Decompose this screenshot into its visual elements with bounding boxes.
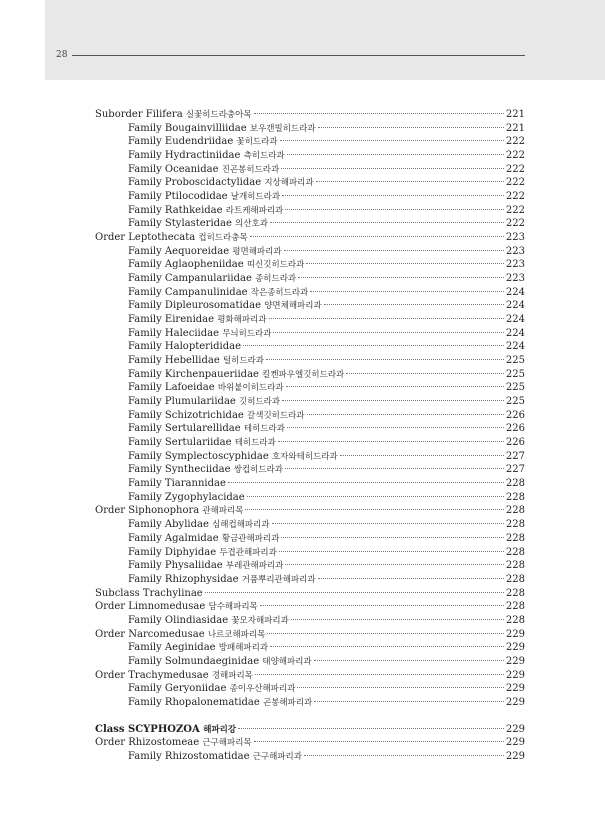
toc-entry-korean: 종이우산해파리과	[229, 684, 296, 695]
toc-entry-korean: 컵히드라충목	[198, 233, 248, 244]
toc-entry-page: 227	[505, 464, 525, 476]
toc-entry-title	[128, 381, 284, 396]
toc-entry-korean: 호자와테히드라과	[271, 451, 338, 462]
toc-entry-page: 223	[505, 273, 525, 285]
toc-entry-latin: Family Rhizostomatidae	[128, 750, 250, 762]
toc-entry-title	[128, 313, 267, 328]
toc-entry-korean: 테히드라과	[243, 424, 285, 435]
toc-entry-title	[95, 108, 252, 123]
toc-entry-korean: 부레관해파리과	[225, 561, 284, 572]
toc-entry-title	[128, 491, 245, 505]
toc-entry-title	[95, 231, 248, 246]
dot-leader	[287, 427, 504, 428]
toc-entry-korean: 나르코해파리목	[207, 629, 266, 640]
toc-entry-page: 221	[505, 122, 525, 134]
toc-entry-title	[128, 340, 241, 354]
toc-entry-title	[128, 217, 268, 232]
toc-entry-korean: 측히드라과	[243, 151, 285, 162]
dot-leader	[287, 154, 504, 155]
toc-entry-latin: Family Agalmidae	[128, 532, 219, 544]
dot-leader	[291, 619, 504, 620]
toc-entry-page: 228	[505, 546, 525, 558]
dot-leader	[316, 181, 504, 182]
dot-leader	[266, 359, 504, 360]
toc-entry-korean: 거품뿌리관해파리과	[241, 574, 316, 585]
toc-entry-title	[128, 696, 312, 711]
dot-leader	[314, 701, 504, 702]
toc-entry-latin: Family Solmundaeginidae	[128, 655, 260, 667]
toc-entry-title	[128, 190, 280, 205]
dot-leader	[269, 318, 504, 319]
toc-entry-page: 223	[505, 259, 525, 271]
toc-entry-page: 228	[505, 601, 525, 613]
toc-entry-korean: 실꽃히드라충아목	[185, 110, 252, 120]
toc-entry-title	[128, 272, 296, 287]
toc-entry-latin: Family Aeginidae	[128, 642, 216, 654]
dot-leader	[270, 646, 504, 647]
toc-entry	[95, 190, 525, 204]
toc-entry	[95, 463, 525, 477]
toc-entry-latin: Family Schizotrichidae	[128, 409, 244, 421]
toc-entry-page: 225	[505, 355, 525, 367]
dot-leader	[318, 578, 504, 579]
toc-entry-latin: Family Aequoreidae	[128, 245, 230, 257]
toc-entry-korean: 양면체해파리과	[264, 301, 322, 312]
toc-entry-page: 222	[505, 177, 525, 189]
dot-leader	[245, 509, 503, 510]
toc-entry-korean: 태양해파리과	[262, 656, 312, 667]
toc-entry	[95, 641, 525, 655]
toc-entry-korean: 털히드라과	[222, 356, 265, 367]
toc-entry-korean: 종히드라과	[255, 274, 297, 285]
toc-entry-title	[95, 504, 243, 519]
toc-entry-latin: Family Rathkeidae	[128, 204, 223, 216]
dot-leader	[346, 373, 504, 374]
toc-entry-page: 225	[505, 396, 525, 408]
toc-entry-latin: Family Stylasteridae	[128, 218, 232, 230]
toc-entry-korean: 무늬히드라과	[222, 328, 272, 339]
toc-entry-latin: Order Trachymedusae	[95, 669, 209, 681]
toc-entry-title	[128, 450, 338, 465]
toc-entry-korean: 담수해파리목	[208, 602, 258, 613]
toc-entry	[95, 327, 525, 341]
toc-entry	[95, 736, 525, 750]
toc-entry-latin: Subclass Trachylinae	[95, 587, 203, 599]
toc-entry-korean: 꽃모자해파리과	[231, 615, 289, 626]
toc-entry-title	[128, 409, 305, 424]
toc-entry-title	[128, 750, 302, 765]
dot-leader	[297, 687, 504, 688]
dot-leader	[238, 728, 504, 729]
toc-entry	[95, 600, 525, 614]
toc-entry-page: 223	[505, 245, 525, 257]
toc-entry-page: 222	[505, 191, 525, 203]
toc-entry	[95, 299, 525, 313]
toc-entry-page: 224	[505, 341, 525, 353]
toc-entry-page: 228	[505, 532, 525, 544]
toc-entry-title	[128, 436, 276, 451]
toc-entry	[95, 504, 525, 518]
dot-leader	[285, 564, 504, 565]
toc-entry-page: 228	[505, 478, 525, 490]
toc-entry-korean: 근구해파리과	[252, 751, 302, 762]
toc-entry-title	[128, 258, 304, 273]
toc-entry-latin: Family Sertulariidae	[128, 437, 232, 449]
toc-entry-latin: Family Sertularellidae	[128, 423, 241, 435]
toc-entry-title	[128, 463, 283, 478]
toc-entry-page: 229	[505, 669, 525, 681]
toc-entry-korean: 띠신깃히드라과	[246, 260, 305, 271]
toc-entry-latin: Order Leptothecata	[95, 232, 196, 244]
toc-entry-title	[128, 395, 280, 410]
toc-entry-title	[128, 245, 282, 260]
toc-entry-korean: 황금관해파리과	[221, 533, 280, 544]
toc-entry-page: 229	[505, 628, 525, 640]
toc-entry-page: 226	[505, 423, 525, 435]
toc-entry	[95, 340, 525, 354]
dot-leader	[281, 537, 504, 538]
toc-entry-page: 225	[505, 368, 525, 380]
toc-entry-latin: Family Physaliidae	[128, 560, 223, 572]
toc-entry-latin: Family Aglaopheniidae	[128, 259, 244, 271]
dot-leader	[285, 209, 504, 210]
toc-entry-korean: 날개히드라과	[230, 192, 281, 203]
toc-entry-korean: 보우갠빌히드라과	[249, 123, 316, 134]
dot-leader	[324, 304, 504, 305]
toc-entry-page: 229	[505, 737, 525, 749]
toc-entry-korean: 작은종히드라과	[250, 287, 309, 298]
toc-entry	[95, 176, 525, 190]
toc-entry-korean: 깃히드라과	[239, 397, 281, 408]
toc-entry-korean: 꽃히드라과	[236, 137, 278, 148]
toc-entry	[95, 559, 525, 573]
toc-entry-page: 229	[505, 655, 525, 667]
toc-entry-korean: 곤봉해파리과	[263, 697, 313, 708]
toc-entry-latin: Family Oceanidae	[128, 163, 219, 175]
toc-entry-page: 221	[505, 109, 525, 120]
toc-entry-latin: Suborder Filifera	[95, 109, 183, 120]
toc-entry-title	[128, 614, 289, 629]
toc-entry-korean: 지상해파리과	[264, 178, 314, 189]
dot-leader	[286, 386, 504, 387]
toc-entry	[95, 655, 525, 669]
toc-entry-title	[128, 149, 285, 164]
dot-leader	[254, 113, 504, 114]
toc-entry-latin: Family Rhizophysidae	[128, 573, 239, 585]
toc-entry	[95, 669, 525, 683]
toc-entry-title	[128, 641, 268, 656]
header-band	[45, 0, 605, 80]
toc-entry-latin: Family Eudendriidae	[128, 136, 234, 148]
toc-entry	[95, 231, 525, 245]
toc-entry-title	[128, 655, 312, 670]
toc-entry-page: 222	[505, 163, 525, 175]
toc-entry-title	[128, 422, 285, 437]
toc-entry	[95, 204, 525, 218]
toc-entry-latin: Family Symplectoscyphidae	[128, 450, 269, 462]
toc-entry-title	[128, 176, 314, 191]
toc-entry-latin: Family Zygophylacidae	[128, 491, 245, 503]
toc-entry-title	[95, 600, 258, 615]
toc-entry-page: 222	[505, 136, 525, 148]
toc-entry-page: 229	[505, 696, 525, 708]
toc-entry-page: 228	[505, 491, 525, 503]
dot-leader	[285, 468, 504, 469]
toc-entry-korean: 의산호과	[235, 219, 268, 230]
toc-entry-page: 222	[505, 150, 525, 162]
toc-entry-korean: 관해파리목	[202, 506, 244, 517]
toc-entry-latin: Family Syntheciidae	[128, 464, 231, 476]
toc-entry-latin: Family Campanulariidae	[128, 273, 252, 285]
dot-leader	[307, 414, 504, 415]
toc-entry-page: 224	[505, 286, 525, 298]
dot-leader	[282, 400, 504, 401]
toc-entry-latin: Family Bougainvilliidae	[128, 122, 247, 134]
dot-leader	[279, 551, 504, 552]
toc-entry-page: 226	[505, 437, 525, 449]
toc-entry-page: 229	[505, 723, 525, 735]
toc-entry-title	[128, 299, 322, 314]
toc-entry-title	[128, 163, 279, 178]
toc-entry	[95, 477, 525, 491]
toc-entry	[95, 436, 525, 450]
page-number: 28	[56, 50, 68, 60]
toc-entry-title	[128, 477, 226, 491]
toc-entry-latin: Class SCYPHOZOA	[95, 723, 200, 735]
dot-leader	[270, 222, 504, 223]
dot-leader	[310, 291, 504, 292]
toc-entry-latin: Family Abylidae	[128, 519, 209, 531]
dot-leader	[314, 660, 504, 661]
toc-entry-latin: Family Hydractiniidae	[128, 150, 241, 162]
toc-entry	[95, 573, 525, 587]
toc-entry-korean: 진곤봉히드라과	[221, 164, 280, 175]
dot-leader	[278, 441, 504, 442]
toc-entry-page: 224	[505, 327, 525, 339]
table-of-contents	[95, 108, 525, 764]
toc-entry	[95, 381, 525, 395]
toc-entry	[95, 723, 525, 737]
toc-entry-latin: Family Kirchenpaueriidae	[128, 368, 259, 380]
toc-entry-title	[128, 532, 279, 547]
toc-entry-page: 229	[505, 683, 525, 695]
header-rule	[72, 55, 525, 56]
toc-entry-latin: Family Tiarannidae	[128, 478, 226, 490]
toc-entry-page: 229	[505, 642, 525, 654]
toc-entry-page: 227	[505, 450, 525, 462]
toc-entry	[95, 614, 525, 628]
toc-entry-title	[128, 354, 264, 369]
toc-entry-page: 228	[505, 573, 525, 585]
toc-entry-title	[128, 327, 271, 342]
toc-entry	[95, 750, 525, 764]
toc-entry	[95, 409, 525, 423]
toc-entry-latin: Family Lafoeidae	[128, 382, 215, 394]
toc-entry	[95, 258, 525, 272]
toc-entry-korean: 평면해파리과	[232, 246, 282, 257]
toc-entry-korean: 근구해파리목	[202, 738, 252, 749]
toc-entry	[95, 546, 525, 560]
dot-leader	[306, 263, 504, 264]
toc-entry	[95, 628, 525, 642]
dot-leader	[273, 332, 503, 333]
toc-entry-title	[95, 587, 203, 601]
toc-entry	[95, 518, 525, 532]
toc-entry-latin: Family Haleciidae	[128, 327, 220, 339]
toc-entry-latin: Order Rhizostomeae	[95, 737, 200, 749]
toc-entry-latin: Family Ptilocodidae	[128, 191, 228, 203]
toc-entry-latin: Order Limnomedusae	[95, 601, 206, 613]
toc-entry	[95, 354, 525, 368]
dot-leader	[255, 674, 504, 675]
toc-entry-latin: Family Halopterididae	[128, 341, 242, 353]
toc-entry	[95, 245, 525, 259]
dot-leader	[250, 236, 504, 237]
toc-entry-title	[95, 736, 252, 751]
toc-entry-korean: 경해파리목	[211, 670, 253, 681]
toc-entry-latin: Family Hebellidae	[128, 355, 220, 367]
toc-entry-page: 225	[505, 382, 525, 394]
toc-entry-title	[128, 122, 316, 137]
toc-entry-page: 222	[505, 218, 525, 230]
toc-entry-latin: Order Siphonophora	[95, 505, 200, 517]
toc-entry	[95, 108, 525, 122]
toc-entry-title	[128, 546, 277, 561]
dot-leader	[280, 140, 504, 141]
dot-leader	[247, 496, 504, 497]
toc-entry	[95, 149, 525, 163]
toc-entry-page: 228	[505, 560, 525, 572]
toc-entry-korean: 킬켄파우엘깃히드라과	[262, 369, 345, 380]
toc-entry-title	[128, 286, 308, 301]
toc-entry-page: 224	[505, 314, 525, 326]
toc-entry-korean: 심해컵해파리과	[212, 520, 270, 531]
toc-entry-title	[128, 368, 344, 383]
dot-leader	[228, 482, 504, 483]
dot-leader	[282, 195, 504, 196]
dot-leader	[205, 592, 504, 593]
toc-entry	[95, 217, 525, 231]
toc-entry-page: 226	[505, 409, 525, 421]
toc-entry-title	[128, 518, 270, 533]
toc-entry-title	[128, 573, 316, 588]
dot-leader	[298, 277, 504, 278]
toc-entry-page: 223	[505, 232, 525, 244]
toc-entry-title	[95, 628, 265, 643]
dot-leader	[260, 605, 504, 606]
toc-entry-page: 228	[505, 614, 525, 626]
toc-entry-page: 228	[505, 505, 525, 517]
toc-entry-title	[128, 682, 295, 697]
dot-leader	[304, 755, 504, 756]
toc-entry	[95, 696, 525, 710]
toc-entry	[95, 682, 525, 696]
toc-entry	[95, 532, 525, 546]
toc-entry-korean: 라트케해파리과	[225, 205, 284, 216]
toc-entry-title	[128, 204, 283, 219]
toc-entry-latin: Family Geryoniidae	[128, 683, 227, 695]
toc-entry-page: 224	[505, 300, 525, 312]
toc-entry-page: 222	[505, 204, 525, 216]
toc-entry-latin: Order Narcomedusae	[95, 628, 205, 640]
toc-entry-title	[95, 669, 253, 684]
toc-entry	[95, 313, 525, 327]
toc-entry-korean: 테히드라과	[234, 438, 276, 449]
toc-entry	[95, 422, 525, 436]
toc-entry-korean: 갈색깃히드라과	[247, 410, 305, 421]
toc-entry-latin: Family Dipleurosomatidae	[128, 300, 261, 312]
toc-entry	[95, 135, 525, 149]
toc-entry-page: 228	[505, 587, 525, 599]
toc-entry-korean: 평화해파리과	[217, 315, 267, 326]
toc-entry-title	[128, 135, 278, 150]
toc-entry-page: 229	[505, 750, 525, 762]
toc-entry-latin: Family Eirenidae	[128, 314, 215, 326]
dot-leader	[284, 250, 504, 251]
toc-entry-latin: Family Campanulinidae	[128, 286, 248, 298]
dot-leader	[254, 741, 504, 742]
dot-leader	[243, 345, 504, 346]
toc-entry-title	[95, 723, 236, 738]
toc-entry-korean: 방패해파리과	[218, 643, 269, 654]
dot-leader	[318, 127, 504, 128]
toc-entry	[95, 272, 525, 286]
toc-entry-latin: Family Plumulariidae	[128, 396, 236, 408]
toc-entry-korean: 해파리강	[203, 724, 237, 735]
toc-entry-korean: 쌍컵히드라과	[233, 465, 283, 476]
dot-leader	[281, 168, 504, 169]
toc-entry	[95, 587, 525, 601]
toc-entry-latin: Family Rhopalonematidae	[128, 696, 260, 708]
dot-leader	[340, 455, 504, 456]
toc-entry	[95, 395, 525, 409]
toc-entry-title	[128, 559, 283, 574]
toc-entry-korean: 바위붙이히드라과	[217, 383, 284, 394]
toc-entry-page: 228	[505, 519, 525, 531]
toc-entry	[95, 122, 525, 136]
toc-entry	[95, 491, 525, 505]
toc-entry-latin: Family Diphyidae	[128, 546, 217, 558]
toc-entry-latin: Family Proboscidactylidae	[128, 177, 262, 189]
dot-leader	[272, 523, 504, 524]
dot-leader	[267, 633, 504, 634]
toc-entry-latin: Family Olindiasidae	[128, 614, 229, 626]
toc-entry	[95, 163, 525, 177]
toc-entry	[95, 286, 525, 300]
toc-entry	[95, 450, 525, 464]
toc-entry-korean: 두겹관해파리과	[219, 547, 277, 558]
toc-entry	[95, 368, 525, 382]
